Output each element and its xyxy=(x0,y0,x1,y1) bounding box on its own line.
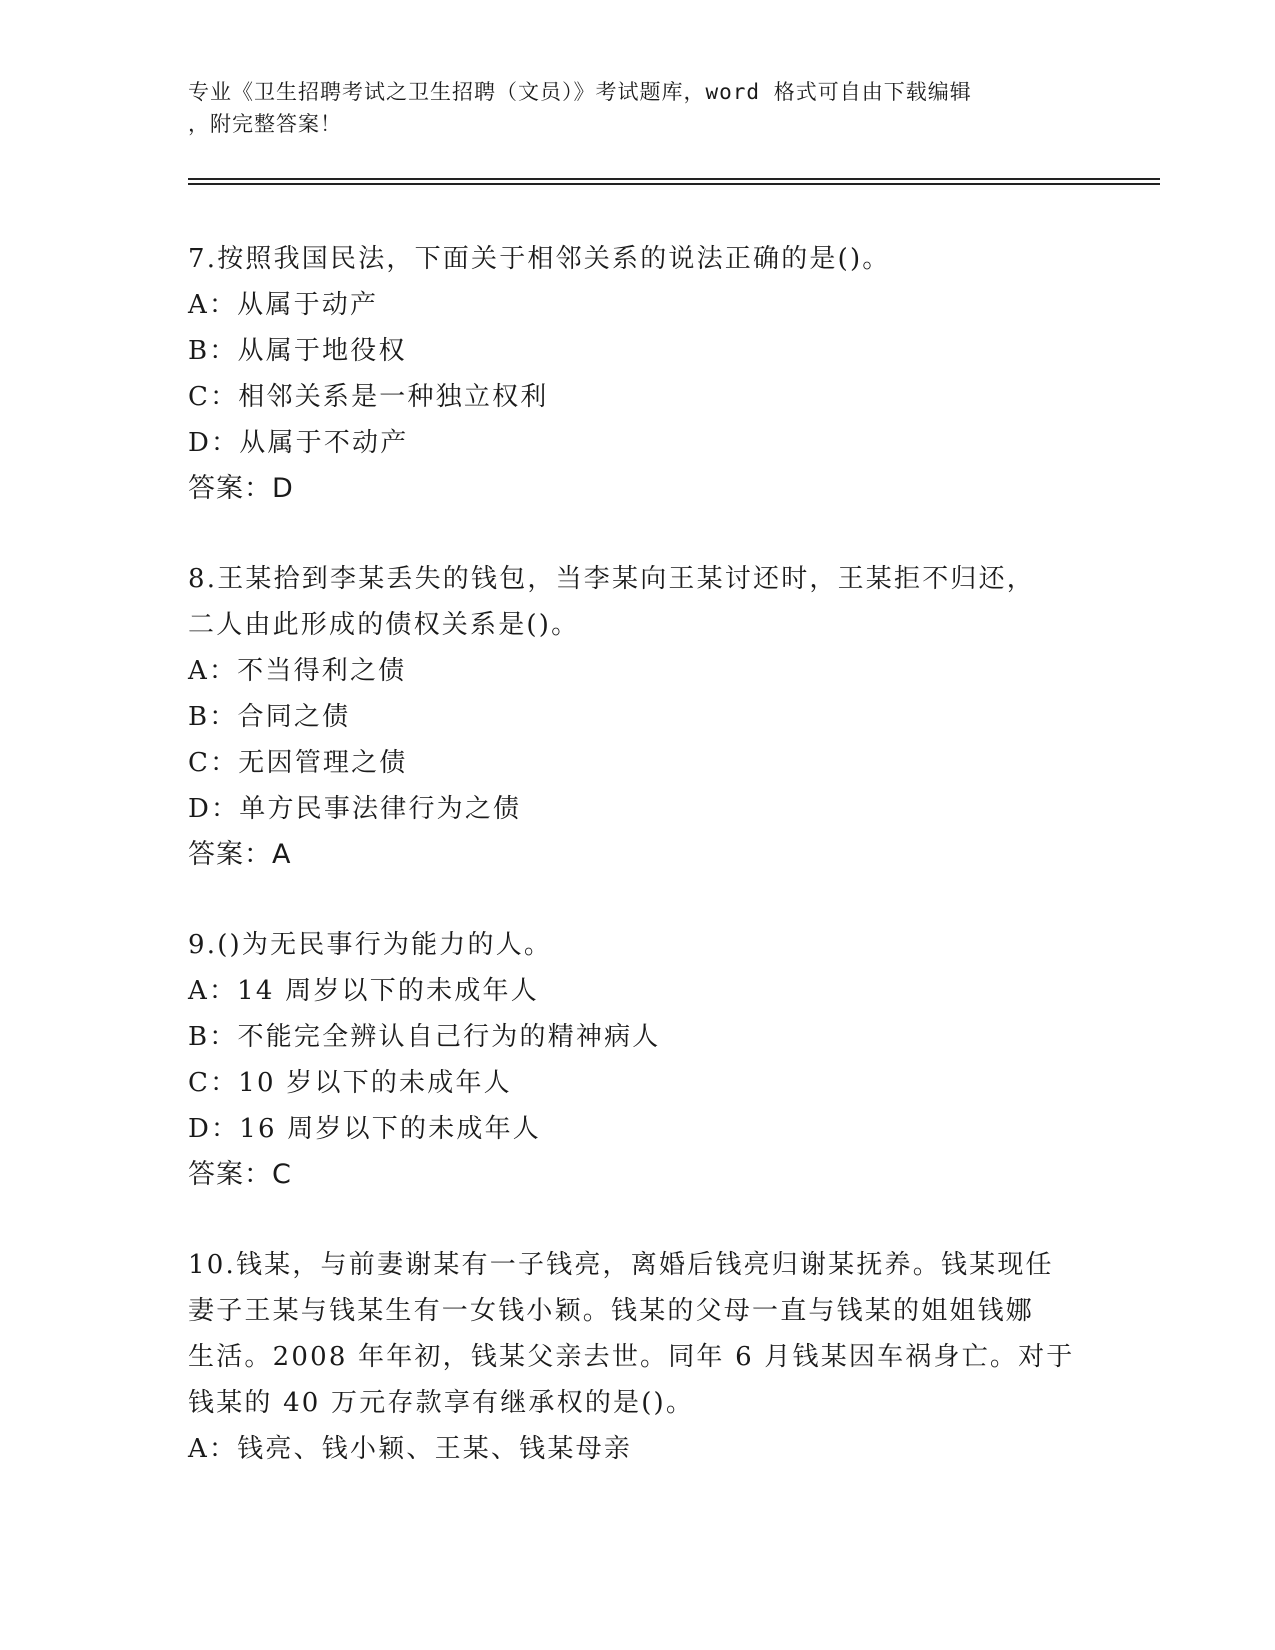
question-stem: 10.钱某，与前妻谢某有一子钱亮，离婚后钱亮归谢某抚养。钱某现任 xyxy=(188,1250,1054,1280)
option-d: D：从属于不动产 xyxy=(188,428,409,458)
option-a: A：钱亮、钱小颖、王某、钱某母亲 xyxy=(188,1434,632,1464)
question-stem: 生活。2008 年年初，钱某父亲去世。同年 6 月钱某因车祸身亡。对于 xyxy=(188,1342,1075,1372)
option-a: A：14 周岁以下的未成年人 xyxy=(188,976,539,1006)
option-a: A：不当得利之债 xyxy=(188,656,407,686)
question-stem: 钱某的 40 万元存款享有继承权的是()。 xyxy=(188,1388,695,1418)
header-divider-bottom xyxy=(188,183,1160,185)
option-a: A：从属于动产 xyxy=(188,290,379,320)
option-b: B：合同之债 xyxy=(188,702,351,732)
answer: 答案：C xyxy=(188,1159,292,1190)
header-line-2: ，附完整答案！ xyxy=(188,112,342,136)
question-stem: 8.王某拾到李某丢失的钱包，当李某向王某讨还时，王某拒不归还， xyxy=(188,564,1036,594)
document-header xyxy=(188,76,1068,140)
question-10 xyxy=(188,1242,1088,1472)
header-line-1: 专业《卫生招聘考试之卫生招聘（文员）》考试题库，word 格式可自由下载编辑 xyxy=(188,80,972,104)
question-8 xyxy=(188,556,1088,878)
option-c: C：10 岁以下的未成年人 xyxy=(188,1068,512,1098)
question-stem: 9.()为无民事行为能力的人。 xyxy=(188,930,553,960)
question-list xyxy=(188,236,1088,1516)
option-d: D：单方民事法律行为之债 xyxy=(188,794,522,824)
question-9 xyxy=(188,922,1088,1198)
option-c: C：无因管理之债 xyxy=(188,748,408,778)
option-c: C：相邻关系是一种独立权利 xyxy=(188,382,549,412)
option-d: D：16 周岁以下的未成年人 xyxy=(188,1114,541,1144)
answer: 答案：D xyxy=(188,473,294,504)
option-b: B：不能完全辨认自己行为的精神病人 xyxy=(188,1022,661,1052)
question-stem: 妻子王某与钱某生有一女钱小颖。钱某的父母一直与钱某的姐姐钱娜 xyxy=(188,1296,1035,1326)
question-7 xyxy=(188,236,1088,512)
option-b: B：从属于地役权 xyxy=(188,336,407,366)
question-stem: 二人由此形成的债权关系是()。 xyxy=(188,610,580,640)
header-divider-top xyxy=(188,178,1160,180)
question-stem: 7.按照我国民法，下面关于相邻关系的说法正确的是()。 xyxy=(188,244,891,274)
answer: 答案：A xyxy=(188,839,292,870)
